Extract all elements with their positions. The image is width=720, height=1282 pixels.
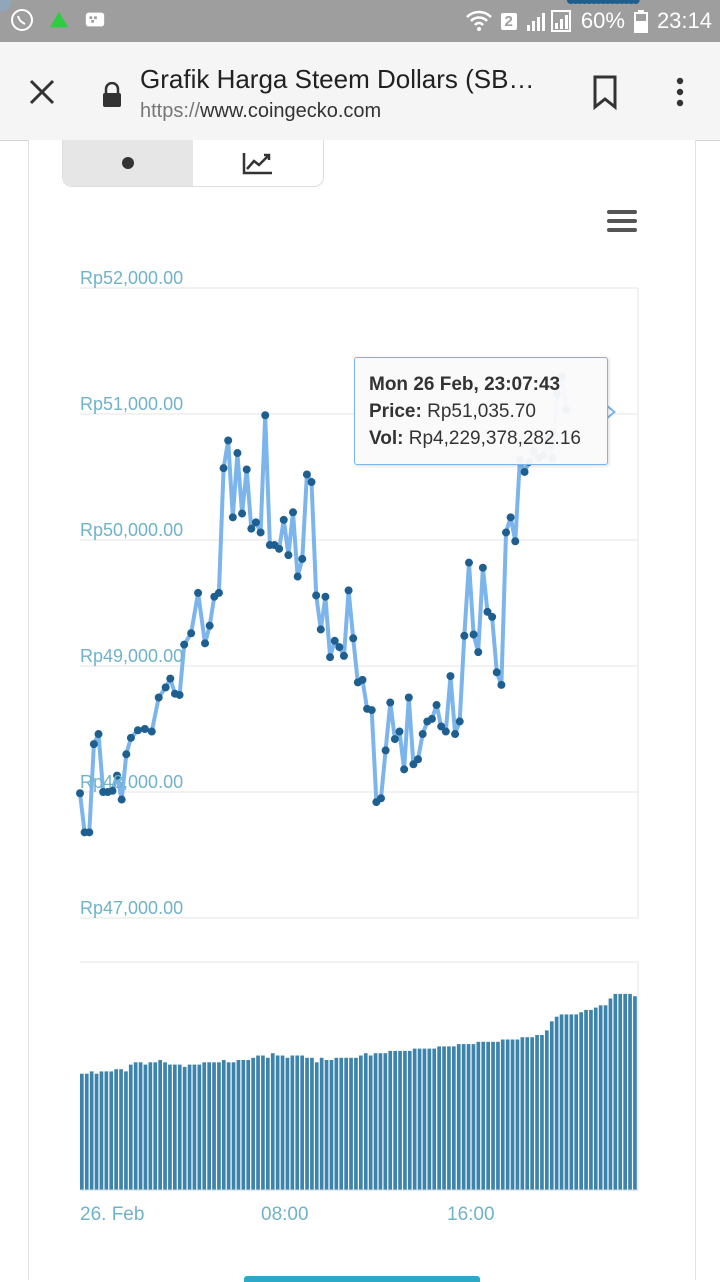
volume-bar bbox=[403, 1051, 407, 1190]
volume-bar bbox=[95, 1074, 99, 1190]
volume-bar bbox=[623, 994, 627, 1190]
price-point bbox=[312, 591, 320, 599]
volume-bar bbox=[506, 1040, 510, 1191]
x-tick-label: 16:00 bbox=[447, 1204, 495, 1225]
y-tick-label: Rp52,000.00 bbox=[80, 268, 184, 288]
volume-bar bbox=[570, 1014, 574, 1190]
volume-bar bbox=[237, 1060, 241, 1190]
volume-bar bbox=[114, 1069, 118, 1190]
volume-bar bbox=[374, 1053, 378, 1190]
volume-bar bbox=[501, 1040, 505, 1191]
price-point bbox=[243, 465, 251, 473]
price-point bbox=[400, 765, 408, 773]
price-point bbox=[521, 468, 529, 476]
volume-bar bbox=[320, 1058, 324, 1190]
price-point bbox=[507, 513, 515, 521]
price-point bbox=[465, 559, 473, 567]
volume-bar bbox=[388, 1051, 392, 1190]
volume-bar bbox=[310, 1058, 314, 1190]
volume-bar bbox=[178, 1065, 182, 1190]
url-host: www.coingecko.com bbox=[200, 100, 382, 122]
price-point bbox=[215, 589, 223, 597]
price-point bbox=[414, 755, 422, 763]
price-point bbox=[201, 639, 209, 647]
price-point bbox=[451, 730, 459, 738]
price-point bbox=[261, 411, 269, 419]
price-point bbox=[229, 513, 237, 521]
price-point bbox=[127, 734, 135, 742]
volume-bar bbox=[467, 1044, 471, 1190]
price-point bbox=[317, 625, 325, 633]
url-protocol: https:// bbox=[140, 100, 201, 122]
price-point bbox=[488, 613, 496, 621]
volume-bar bbox=[477, 1042, 481, 1190]
price-point bbox=[166, 675, 174, 683]
price-point bbox=[289, 508, 297, 516]
volume-bar bbox=[364, 1053, 368, 1190]
price-point bbox=[155, 694, 163, 702]
volume-bar bbox=[163, 1062, 167, 1190]
volume-bar bbox=[173, 1065, 177, 1190]
price-point bbox=[382, 746, 390, 754]
price-point bbox=[349, 634, 357, 642]
sim-badge: 2 bbox=[501, 13, 517, 30]
price-point bbox=[428, 715, 436, 723]
price-point bbox=[303, 470, 311, 478]
price-point bbox=[368, 706, 376, 714]
price-point bbox=[419, 730, 427, 738]
volume-bar bbox=[432, 1049, 436, 1190]
y-tick-label: Rp47,000.00 bbox=[80, 898, 184, 918]
price-point bbox=[345, 586, 353, 594]
volume-bar bbox=[369, 1056, 373, 1191]
price-point bbox=[280, 516, 288, 524]
volume-bar bbox=[149, 1062, 153, 1190]
volume-bar bbox=[481, 1042, 485, 1190]
price-point bbox=[134, 726, 142, 734]
y-tick-label: Rp51,000.00 bbox=[80, 394, 184, 414]
y-tick-label: Rp50,000.00 bbox=[80, 520, 184, 540]
volume-bar bbox=[193, 1065, 197, 1190]
volume-bar bbox=[295, 1056, 299, 1191]
price-point bbox=[497, 681, 505, 689]
volume-bar bbox=[222, 1060, 226, 1190]
price-point bbox=[460, 632, 468, 640]
volume-bar bbox=[100, 1071, 104, 1190]
price-point bbox=[162, 683, 170, 691]
volume-bar bbox=[325, 1060, 329, 1190]
volume-bar bbox=[462, 1044, 466, 1190]
volume-bar bbox=[384, 1053, 388, 1190]
price-point bbox=[85, 828, 93, 836]
price-point bbox=[148, 728, 156, 736]
volume-bar bbox=[281, 1056, 285, 1191]
volume-bar bbox=[188, 1065, 192, 1190]
price-point bbox=[238, 510, 246, 518]
price-point bbox=[252, 518, 260, 526]
price-point bbox=[479, 564, 487, 572]
volume-bar bbox=[85, 1074, 89, 1190]
volume-bar bbox=[315, 1062, 319, 1190]
volume-bar bbox=[207, 1062, 211, 1190]
price-point bbox=[391, 735, 399, 743]
volume-bar bbox=[545, 1030, 549, 1190]
volume-bar bbox=[584, 1010, 588, 1190]
page-title[interactable]: Grafik Harga Steem Dollars (SB… bbox=[140, 64, 535, 94]
volume-bar bbox=[256, 1056, 260, 1191]
volume-bar bbox=[530, 1037, 534, 1190]
price-point bbox=[456, 717, 464, 725]
volume-bar bbox=[447, 1046, 451, 1190]
price-point bbox=[470, 631, 478, 639]
price-point bbox=[396, 728, 404, 736]
tooltip-volume: Vol: Rp4,229,378,282.16 bbox=[369, 428, 581, 449]
volume-bar bbox=[359, 1056, 363, 1191]
volume-bar bbox=[452, 1046, 456, 1190]
volume-bar bbox=[628, 994, 632, 1190]
volume-bar bbox=[609, 999, 613, 1191]
volume-bar bbox=[153, 1062, 157, 1190]
volume-bar bbox=[604, 1005, 608, 1190]
price-point bbox=[405, 694, 413, 702]
clock: 23:14 bbox=[656, 8, 712, 33]
volume-bar bbox=[408, 1051, 412, 1190]
volume-bar bbox=[457, 1044, 461, 1190]
volume-bar bbox=[428, 1049, 432, 1190]
price-point bbox=[194, 589, 202, 597]
volume-bar bbox=[491, 1042, 495, 1190]
x-tick-label: 08:00 bbox=[261, 1204, 309, 1225]
volume-bar bbox=[261, 1056, 265, 1191]
volume-bar bbox=[212, 1062, 216, 1190]
x-tick-label: 26. Feb bbox=[80, 1204, 145, 1225]
price-point bbox=[176, 691, 184, 699]
volume-bar bbox=[242, 1060, 246, 1190]
volume-bar bbox=[335, 1058, 339, 1190]
price-point bbox=[95, 730, 103, 738]
volume-bar bbox=[271, 1053, 275, 1190]
volume-bar bbox=[202, 1062, 206, 1190]
price-point bbox=[90, 740, 98, 748]
volume-bar bbox=[565, 1014, 569, 1190]
y-tick-label: Rp48,000.00 bbox=[80, 772, 184, 792]
price-point bbox=[308, 478, 316, 486]
volume-bar bbox=[139, 1062, 143, 1190]
volume-bar bbox=[129, 1065, 133, 1190]
volume-bar bbox=[168, 1065, 172, 1190]
price-point bbox=[220, 464, 228, 472]
volume-bar bbox=[330, 1060, 334, 1190]
volume-bar bbox=[349, 1058, 353, 1190]
price-point bbox=[275, 545, 283, 553]
volume-bar bbox=[232, 1062, 236, 1190]
volume-bar bbox=[589, 1010, 593, 1190]
price-point bbox=[511, 537, 519, 545]
price-point bbox=[187, 629, 195, 637]
price-point bbox=[118, 796, 126, 804]
volume-bar bbox=[158, 1060, 162, 1190]
bottom-action-button[interactable] bbox=[244, 1276, 480, 1282]
volume-bar bbox=[418, 1049, 422, 1190]
volume-bar bbox=[109, 1071, 113, 1190]
volume-bar bbox=[354, 1058, 358, 1190]
volume-bar bbox=[560, 1014, 564, 1190]
price-point bbox=[474, 648, 482, 656]
volume-bar bbox=[124, 1071, 128, 1190]
volume-bar bbox=[227, 1062, 231, 1190]
volume-bar bbox=[535, 1035, 539, 1190]
volume-bar bbox=[579, 1012, 583, 1190]
volume-bar bbox=[276, 1056, 280, 1191]
price-tooltip bbox=[354, 357, 608, 465]
volume-bar bbox=[496, 1042, 500, 1190]
volume-bar bbox=[291, 1056, 295, 1191]
price-point bbox=[386, 699, 394, 707]
price-point bbox=[358, 676, 366, 684]
volume-bar bbox=[134, 1062, 138, 1190]
battery-percent: 60% bbox=[580, 8, 625, 33]
price-point bbox=[502, 528, 510, 536]
volume-bar bbox=[555, 1017, 559, 1190]
price-point bbox=[206, 622, 214, 630]
price-point bbox=[224, 436, 232, 444]
price-point bbox=[122, 750, 130, 758]
volume-bar bbox=[516, 1040, 520, 1191]
price-point bbox=[141, 725, 149, 733]
volume-bar bbox=[594, 1008, 598, 1190]
volume-bar bbox=[198, 1065, 202, 1190]
y-tick-label: Rp49,000.00 bbox=[80, 646, 184, 666]
volume-bar bbox=[550, 1021, 554, 1190]
volume-bar bbox=[633, 996, 637, 1190]
price-point bbox=[294, 573, 302, 581]
volume-bar bbox=[246, 1060, 250, 1190]
price-point bbox=[433, 701, 441, 709]
price-point bbox=[340, 652, 348, 660]
volume-bar bbox=[300, 1056, 304, 1191]
volume-bar bbox=[266, 1058, 270, 1190]
volume-bar bbox=[105, 1071, 109, 1190]
volume-bar bbox=[398, 1051, 402, 1190]
price-point bbox=[442, 728, 450, 736]
volume-bar bbox=[614, 994, 618, 1190]
volume-bar bbox=[144, 1065, 148, 1190]
volume-bar bbox=[442, 1046, 446, 1190]
volume-bar bbox=[344, 1058, 348, 1190]
volume-bar bbox=[413, 1049, 417, 1190]
volume-bar bbox=[525, 1037, 529, 1190]
price-point bbox=[321, 593, 329, 601]
price-point bbox=[233, 449, 241, 457]
volume-bar bbox=[286, 1058, 290, 1190]
hover-halo bbox=[0, 0, 12, 12]
volume-bar bbox=[511, 1040, 515, 1191]
volume-bar bbox=[119, 1069, 123, 1190]
tooltip-date: Mon 26 Feb, 23:07:43 bbox=[369, 374, 561, 395]
volume-bar bbox=[599, 1005, 603, 1190]
volume-bar bbox=[618, 994, 622, 1190]
volume-bar bbox=[217, 1062, 221, 1190]
volume-bar bbox=[183, 1067, 187, 1190]
price-point bbox=[377, 794, 385, 802]
volume-bar bbox=[90, 1071, 94, 1190]
volume-bar bbox=[574, 1014, 578, 1190]
volume-bar bbox=[305, 1058, 309, 1190]
volume-bar bbox=[423, 1049, 427, 1190]
tooltip-price: Price: Rp51,035.70 bbox=[369, 401, 536, 422]
price-point bbox=[335, 643, 343, 651]
volume-bar bbox=[251, 1058, 255, 1190]
price-point bbox=[493, 668, 501, 676]
volume-bar bbox=[379, 1053, 383, 1190]
volume-bar bbox=[393, 1051, 397, 1190]
price-point bbox=[284, 551, 292, 559]
volume-bar bbox=[521, 1037, 525, 1190]
price-point bbox=[326, 653, 334, 661]
price-point bbox=[298, 555, 306, 563]
volume-bar bbox=[437, 1046, 441, 1190]
volume-bar bbox=[540, 1035, 544, 1190]
volume-bar bbox=[339, 1058, 343, 1190]
volume-bar bbox=[472, 1044, 476, 1190]
price-point bbox=[257, 528, 265, 536]
volume-bar bbox=[486, 1042, 490, 1190]
price-point bbox=[446, 672, 454, 680]
volume-bar bbox=[80, 1074, 84, 1190]
